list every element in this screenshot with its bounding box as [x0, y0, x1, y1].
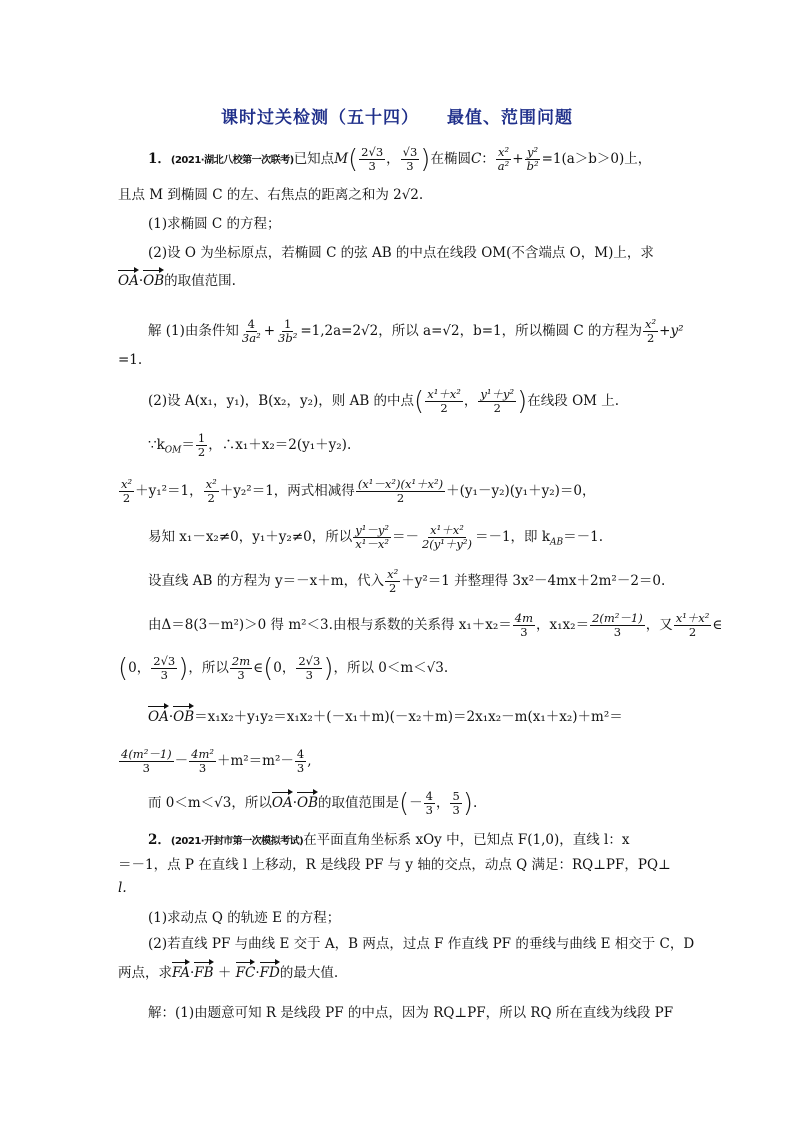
text: 设直线 AB 的方程为 y＝－x＋m，代入	[148, 573, 385, 589]
denominator: 3	[160, 668, 168, 682]
fraction	[643, 318, 658, 345]
math: M	[334, 151, 349, 167]
fraction	[450, 790, 461, 817]
vector-ob: OB	[143, 268, 164, 288]
text: 0	[128, 660, 137, 676]
text: 在线段 OM 上.	[527, 393, 620, 409]
fraction	[525, 146, 541, 173]
problem-source: (2021·湖北八校第一次联考)	[170, 155, 294, 166]
text: ＋	[213, 965, 236, 981]
problem-2-q2: (2)若直线 PF 与曲线 E 交于 A，B 两点，过点 F 作直线 PF 的垂线与曲线 E 相交于 C，D	[148, 936, 695, 952]
fraction	[425, 388, 463, 415]
fraction	[420, 524, 474, 551]
text: ·	[255, 965, 260, 981]
text: ＋(y₁－y₂)(y₁＋y₂)＝0，	[446, 483, 596, 499]
subscript: OM	[164, 445, 182, 456]
numerator: 2√3	[361, 145, 384, 159]
fraction	[496, 146, 511, 173]
text: ＝x₁x₂＋y₁y₂＝x₁x₂＋(－x₁＋m)(－x₂＋m)＝2x₁x₂－m(x₁＋x₂)＋m²＝	[194, 709, 623, 725]
page-title	[0, 103, 794, 128]
numerator: (x¹－x²)(x¹＋x²)	[357, 477, 444, 491]
text: ∵k	[148, 437, 165, 453]
subscript: AB	[550, 537, 564, 548]
problem-2-line2: ＝－1，点 P 在直线 l 上移动，R 是线段 PF 与 y 轴的交点，动点 Q 满足：RQ⊥PF，PQ⊥	[118, 857, 671, 873]
denominator: x¹－x²	[355, 537, 389, 551]
denominator: 3	[198, 761, 207, 775]
solution-1-line7	[148, 611, 723, 639]
text: ·	[168, 709, 174, 725]
text: ，	[435, 795, 450, 811]
text: 而 0＜m＜√3，所以	[148, 795, 272, 811]
text: 的取值范围.	[164, 273, 236, 289]
solution-1-line1-end: =1.	[118, 352, 143, 368]
text: ∈	[712, 617, 723, 633]
text: 由Δ＝8(3－m²)＞0 得 m²＜3.由根与系数的关系得 x₁＋x₂＝	[148, 617, 512, 633]
problem-number: 2．	[148, 832, 171, 848]
numerator: x¹＋x²	[675, 611, 710, 625]
denominator: 3	[296, 761, 305, 775]
numerator: x²	[121, 477, 133, 491]
solution-1-line8: (0， $\frac{2√3}{3}$ )，所以 $\frac{2m}{3}$ ∈(0， $\frac{2√3}{3}$ )，所以 0＜m＜√3.	[118, 653, 449, 684]
text: 的取值范围是	[318, 795, 399, 811]
vector-ob: OB	[173, 704, 194, 724]
denominator: 3	[452, 803, 460, 817]
text: ，	[386, 151, 400, 167]
text: －	[174, 753, 189, 769]
fraction	[590, 612, 645, 639]
solution-2-line1: 解：(1)由题意可知 R 是线段 PF 的中点，因为 RQ⊥PF，所以 RQ 所在直线为线段 PF	[148, 1005, 674, 1021]
title-main: 课时过关检测（五十四）	[221, 108, 419, 128]
solution-1-line10	[118, 748, 678, 775]
text: 两点，求	[118, 965, 172, 981]
fraction	[204, 478, 219, 505]
vector-fd: FD	[260, 960, 280, 980]
text: 在平面直角坐标系 xOy 中，已知点 F(1,0)，直线 l：x	[303, 832, 630, 848]
problem-1-q2-cont	[118, 268, 678, 291]
fraction	[119, 478, 134, 505]
denominator: 2	[388, 581, 397, 595]
text: ＝－1.	[563, 529, 604, 545]
text: 上，	[624, 151, 652, 167]
numerator: 4(m²－1)	[121, 747, 172, 761]
solution-1-line6	[148, 568, 708, 595]
numerator: 5	[452, 789, 460, 803]
text: ，	[463, 393, 478, 409]
title-topic: 最值、范围问题	[447, 108, 573, 128]
text: ＋y₂²＝1，两式相减得	[219, 483, 355, 499]
denominator: 3	[406, 159, 414, 173]
numerator: y²	[527, 145, 539, 159]
solution-1-line1	[148, 318, 708, 345]
text: 在椭圆	[430, 151, 471, 167]
text: ·	[292, 795, 297, 811]
numerator: x²	[645, 317, 657, 331]
numerator: 2m	[231, 654, 251, 668]
numerator: x¹＋x²	[430, 523, 464, 537]
text: +	[263, 323, 276, 339]
denominator: 3	[613, 625, 622, 639]
problem-2-q2-cont	[118, 960, 678, 983]
problem-1-q2: (2)设 O 为坐标原点，若椭圆 C 的弦 AB 的中点在线段 OM(不含端点 O，M)上，求	[148, 245, 654, 261]
fraction	[276, 318, 299, 345]
vector-fa: FA	[172, 960, 190, 980]
text: ：	[481, 151, 495, 167]
denominator: a²	[497, 159, 510, 173]
denominator: 2	[646, 331, 655, 345]
denominator: 3	[142, 761, 150, 775]
text: (2)设 A(x₁，y₁)，B(x₂，y₂)，则 AB 的中点	[148, 393, 415, 409]
text: ＝－1，即 k	[474, 529, 551, 545]
denominator: 3	[368, 159, 376, 173]
numerator: 4	[296, 747, 305, 761]
text: ＝	[181, 437, 195, 453]
text: ＝	[391, 529, 406, 545]
text: ，又	[645, 617, 673, 633]
text: ∈	[253, 660, 264, 676]
text: ，	[281, 660, 296, 676]
fraction	[230, 655, 252, 682]
numerator: x¹＋x²	[427, 387, 461, 401]
problem-number: 1．	[148, 151, 171, 167]
denominator: 3a²	[241, 331, 261, 345]
numerator: y¹＋y²	[480, 387, 515, 401]
solution-1-line3	[148, 432, 708, 461]
vector-oa: OA	[272, 790, 293, 810]
fraction	[196, 432, 207, 459]
denominator: 3b²	[278, 331, 298, 345]
numerator: 4m	[514, 611, 534, 625]
solution-1-line9	[148, 704, 708, 727]
fraction	[353, 524, 391, 551]
vector-ob: OB	[297, 790, 318, 810]
numerator: x²	[497, 145, 510, 159]
text: ，	[136, 660, 151, 676]
denominator: b²	[526, 159, 539, 173]
numerator: 2√3	[153, 654, 176, 668]
fraction	[356, 478, 445, 505]
denominator: 2	[396, 491, 405, 505]
fraction	[151, 655, 177, 682]
fraction	[401, 146, 420, 173]
text: 解 (1)由条件知	[148, 323, 239, 339]
denominator: 3	[425, 803, 433, 817]
text: ·	[138, 273, 144, 289]
text: +	[659, 323, 671, 339]
text: ，所以	[188, 660, 229, 676]
denominator: 2	[197, 445, 206, 459]
denominator: 2	[440, 401, 448, 415]
problem-1-q1: (1)求椭圆 C 的方程；	[148, 216, 281, 232]
solution-1-line5	[148, 524, 708, 553]
denominator: 2	[688, 625, 697, 639]
text: ＋y₁²＝1，	[135, 483, 203, 499]
fraction	[359, 146, 385, 173]
fraction	[478, 388, 516, 415]
numerator: 2√3	[298, 654, 321, 668]
fraction	[674, 612, 712, 639]
vector-fc: FC	[236, 960, 256, 980]
solution-1-line2: (2)设 A(x₁，y₁)，B(x₂，y₂)，则 AB 的中点( $\frac{\text{x¹＋x²}}{2}$ ， $\frac{\text{y¹＋y²}}{2}$ )在线段 OM 上.	[148, 386, 620, 417]
text: 0	[273, 660, 282, 676]
text: ＋y²＝1 并整理得 3x²－4mx＋2m²－2＝0.	[401, 573, 666, 589]
text: +	[512, 151, 524, 167]
numerator: 4	[247, 317, 255, 331]
vector-oa: OA	[118, 268, 139, 288]
problem-2-q1: (1)求动点 Q 的轨迹 E 的方程；	[148, 910, 341, 926]
fraction	[240, 318, 263, 345]
numerator: 4m²	[191, 747, 214, 761]
math: C	[470, 151, 482, 167]
fraction	[189, 748, 216, 775]
text: ,	[307, 753, 312, 769]
denominator: 2	[207, 491, 215, 505]
denominator: 3	[520, 625, 528, 639]
numerator: 2(m²－1)	[592, 611, 643, 625]
text: 的最大值.	[279, 965, 339, 981]
problem-1-line2: 且点 M 到椭圆 C 的左、右焦点的距离之和为 2√2.	[118, 187, 424, 203]
denominator: 2	[122, 491, 131, 505]
fraction	[296, 655, 322, 682]
problem-source: (2021·开封市第一次模拟考试)	[170, 836, 304, 847]
numerator: 4	[425, 789, 433, 803]
math: y²	[670, 323, 684, 339]
numerator: y¹－y²	[355, 523, 389, 537]
solution-1-line4	[118, 478, 678, 505]
numerator: x²	[387, 567, 399, 581]
numerator: 1	[284, 317, 292, 331]
denominator: 3	[305, 668, 313, 682]
problem-1-stem: 1．(2021·湖北八校第一次联考)已知点M( $\frac{2√3}{3}$ ， $\frac{√3}{3}$ )在椭圆C： $\frac{\text{x²}}{\text{a²}}$ + $\frac{\text{y²}}{\text{b²}}$ =1(a＞b＞0)上，	[148, 144, 652, 175]
numerator: x²	[205, 477, 217, 491]
text: =1(a＞b＞0)	[541, 151, 625, 167]
denominator: 2(y¹＋y²)	[421, 537, 472, 551]
fraction	[424, 790, 435, 817]
text: =1,2a=2√2，所以 a=√2，b=1，所以椭圆 C 的方程为	[300, 323, 643, 339]
problem-2-line3: l.	[118, 880, 127, 896]
fraction	[385, 568, 400, 595]
text: .	[472, 795, 478, 811]
vector-fb: FB	[194, 960, 213, 980]
text: 已知点	[293, 151, 335, 167]
text: 易知 x₁－x₂≠0，y₁＋y₂≠0，所以	[148, 529, 353, 545]
fraction	[119, 748, 174, 775]
text: ＋m²＝m²－	[216, 753, 294, 769]
fraction	[513, 612, 535, 639]
numerator: √3	[402, 145, 418, 159]
problem-2-stem	[148, 830, 708, 852]
fraction	[295, 748, 306, 775]
text: ·	[189, 965, 195, 981]
denominator: 3	[237, 668, 245, 682]
text: ，x₁x₂＝	[536, 617, 590, 633]
text: ，∴x₁＋x₂＝2(y₁＋y₂).	[208, 437, 352, 453]
vector-oa: OA	[148, 704, 169, 724]
text: －	[405, 529, 419, 545]
text: －	[409, 795, 423, 811]
denominator: 2	[493, 401, 501, 415]
numerator: 1	[197, 431, 206, 445]
text: ，所以 0＜m＜√3.	[333, 660, 449, 676]
solution-1-line11: 而 0＜m＜√3，所以OA·OB的取值范围是(－ $\frac{4}{3}$ ， $\frac{5}{3}$ ).	[148, 788, 478, 819]
